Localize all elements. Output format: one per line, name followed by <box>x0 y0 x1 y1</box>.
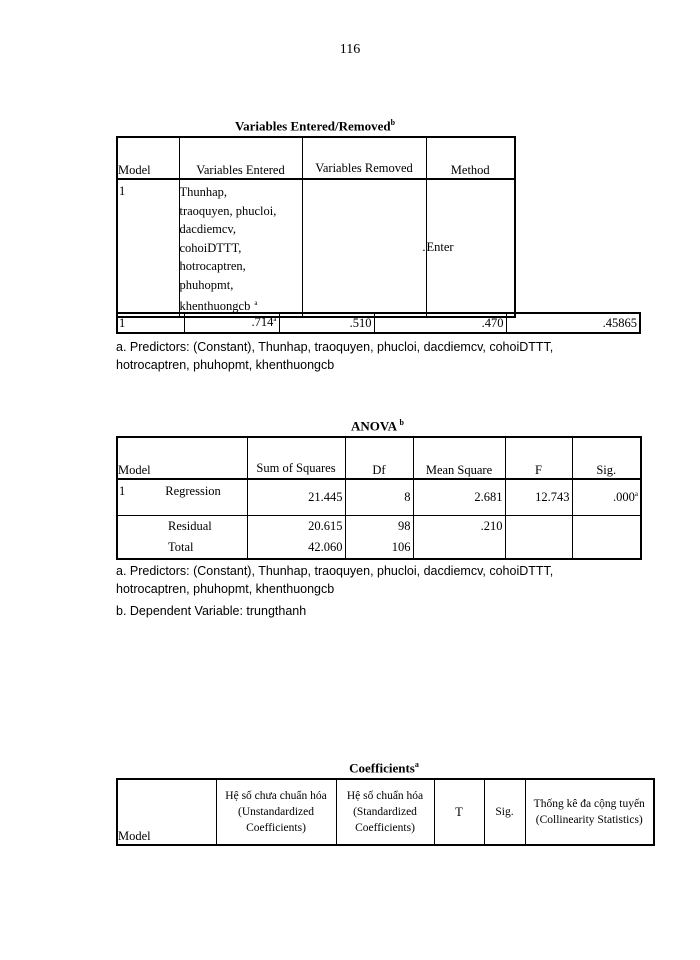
header-variables-removed: Variables Removed <box>302 137 426 179</box>
anova-header-sig: Sig. <box>572 437 641 479</box>
entered-variable-line: Thunhap, <box>179 185 228 199</box>
anova-header-f: F <box>505 437 572 479</box>
anova-table <box>116 436 642 560</box>
anova-residual-label: Residual <box>117 515 247 537</box>
anova-row-residual <box>117 515 641 537</box>
coefficients-table <box>116 778 655 846</box>
anova-header-mean-square: Mean Square <box>413 437 505 479</box>
anova-regression-sum-squares: 21.445 <box>247 479 345 515</box>
row-method: Enter <box>426 179 515 317</box>
row-variables-entered <box>179 179 302 317</box>
anova-residual-mean-square: .210 <box>413 515 505 537</box>
anova-residual-sum-squares: 20.615 <box>247 515 345 537</box>
anova-total-mean-square <box>413 537 505 559</box>
entered-list <box>180 183 302 316</box>
coefficients-header-row <box>117 779 654 845</box>
summary-r-square: .510 <box>279 313 374 333</box>
row-model: 1 <box>117 179 179 317</box>
entered-variable-line: khenthuongcb $^a$ <box>179 299 258 314</box>
coef-header-t: T <box>434 779 484 845</box>
anova-row-total <box>117 537 641 559</box>
variables-table-title: Variables Entered/Removed$^b$ <box>234 118 396 134</box>
variables-table <box>116 136 516 318</box>
anova-residual-df: 98 <box>345 515 413 537</box>
anova-total-f <box>505 537 572 559</box>
coef-header-standardized: Hệ số chuẩn hóa (Standardized Coefficients) <box>336 779 434 845</box>
anova-total-df: 106 <box>345 537 413 559</box>
entered-variable-line: hotrocaptren, <box>179 259 246 273</box>
entered-variable-line: dacdiemcv, <box>179 222 236 236</box>
anova-header-sum-squares: Sum of Squares <box>247 437 345 479</box>
anova-regression-f: 12.743 <box>505 479 572 515</box>
variables-note-a: a. Predictors: (Constant), Thunhap, traoquyen, phucloi, dacdiemcv, cohoiDTTT, hotrocaptren, phuhopmt, khenthuongcb <box>116 340 554 372</box>
anova-total-sig <box>572 537 641 559</box>
anova-total-sum-squares: 42.060 <box>247 537 345 559</box>
anova-row-regression <box>117 479 641 515</box>
anova-residual-f <box>505 515 572 537</box>
variables-row <box>117 179 515 317</box>
entered-variable-line: phuhopmt, <box>179 277 234 292</box>
anova-note-b: b. Dependent Variable: trungthanh <box>116 604 307 618</box>
anova-total-label: Total <box>117 537 247 559</box>
model-summary-row <box>117 313 640 333</box>
page-number: 116 <box>339 42 361 57</box>
anova-title: ANOVA $^b$ <box>351 418 404 434</box>
anova-regression-sig: .000$^a$ <box>572 479 641 515</box>
summary-r: .714$^a$ <box>184 313 279 333</box>
anova-header-model: Model <box>117 437 247 479</box>
summary-std-error: .45865 <box>506 313 640 333</box>
row-variables-removed: . <box>302 179 426 317</box>
anova-residual-sig <box>572 515 641 537</box>
anova-regression-mean-square: 2.681 <box>413 479 505 515</box>
model-summary-row-table <box>116 312 641 334</box>
coef-header-unstandardized: Hệ số chưa chuẩn hóa (Unstandardized Coefficients) <box>216 779 336 845</box>
anova-header-df: Df <box>345 437 413 479</box>
anova-regression-df: 8 <box>345 479 413 515</box>
coefficients-title: Coefficients$^a$ <box>349 760 419 776</box>
entered-variable-line: traoquyen, phucloi, <box>179 203 277 218</box>
anova-note-a: a. Predictors: (Constant), Thunhap, traoquyen, phucloi, dacdiemcv, cohoiDTTT, hotrocaptren, phuhopmt, khenthuongcb <box>116 564 554 596</box>
anova-header-row <box>117 437 641 479</box>
summary-model: 1 <box>117 313 184 333</box>
summary-adj-r-square: .470 <box>374 313 506 333</box>
anova-model-cell: 1 Regression <box>117 479 247 515</box>
entered-variable-line: cohoiDTTT, <box>179 240 242 255</box>
coef-header-sig: Sig. <box>484 779 525 845</box>
coef-header-model: Model <box>117 779 216 845</box>
header-method: Method <box>426 137 515 179</box>
entered-footnote-mark: a <box>254 299 258 307</box>
header-variables-entered: Variables Entered <box>179 137 302 179</box>
header-model: Model <box>117 137 179 179</box>
variables-header-row <box>117 137 515 179</box>
coef-header-collinearity: Thống kê đa cộng tuyến (Collinearity Statistics) <box>525 779 654 845</box>
